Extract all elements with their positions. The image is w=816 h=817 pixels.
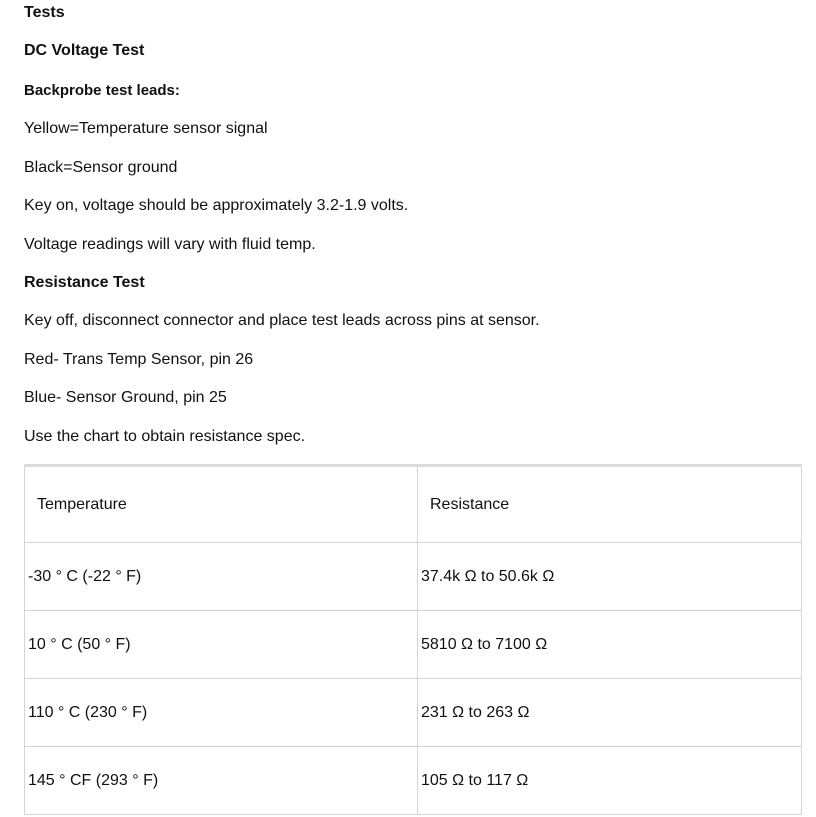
red-lead-text: Red- Trans Temp Sensor, pin 26 — [24, 351, 254, 368]
temperature-cell: 110 ° C (230 ° F) — [25, 679, 418, 747]
temperature-cell: -30 ° C (-22 ° F) — [25, 543, 418, 611]
table-row — [25, 543, 802, 611]
dc-voltage-test-heading: DC Voltage Test — [24, 42, 145, 59]
temperature-cell: 10 ° C (50 ° F) — [25, 611, 418, 679]
resistance-cell: 231 Ω to 263 Ω — [418, 679, 802, 747]
resistance-column-header: Resistance — [418, 466, 802, 543]
resistance-spec-table — [24, 464, 802, 815]
blue-lead-text: Blue- Sensor Ground, pin 25 — [24, 389, 227, 406]
page-title: Tests — [24, 4, 65, 21]
table-row — [25, 611, 802, 679]
table-row — [25, 679, 802, 747]
voltage-vary-text: Voltage readings will vary with fluid temp. — [24, 236, 316, 253]
backprobe-heading: Backprobe test leads: — [24, 82, 180, 99]
table-row — [25, 747, 802, 815]
resistance-test-heading: Resistance Test — [24, 274, 145, 291]
key-off-text: Key off, disconnect connector and place test leads across pins at sensor. — [24, 312, 540, 329]
resistance-cell: 37.4k Ω to 50.6k Ω — [418, 543, 802, 611]
chart-instruction-text: Use the chart to obtain resistance spec. — [24, 428, 306, 445]
key-on-voltage-text: Key on, voltage should be approximately 3.2-1.9 volts. — [24, 197, 409, 214]
black-lead-text: Black=Sensor ground — [24, 159, 178, 176]
temperature-cell: 145 ° CF (293 ° F) — [25, 747, 418, 815]
table-header-row — [25, 466, 802, 543]
yellow-lead-text: Yellow=Temperature sensor signal — [24, 120, 268, 137]
resistance-cell: 105 Ω to 117 Ω — [418, 747, 802, 815]
temperature-column-header: Temperature — [25, 466, 418, 543]
resistance-cell: 5810 Ω to 7100 Ω — [418, 611, 802, 679]
